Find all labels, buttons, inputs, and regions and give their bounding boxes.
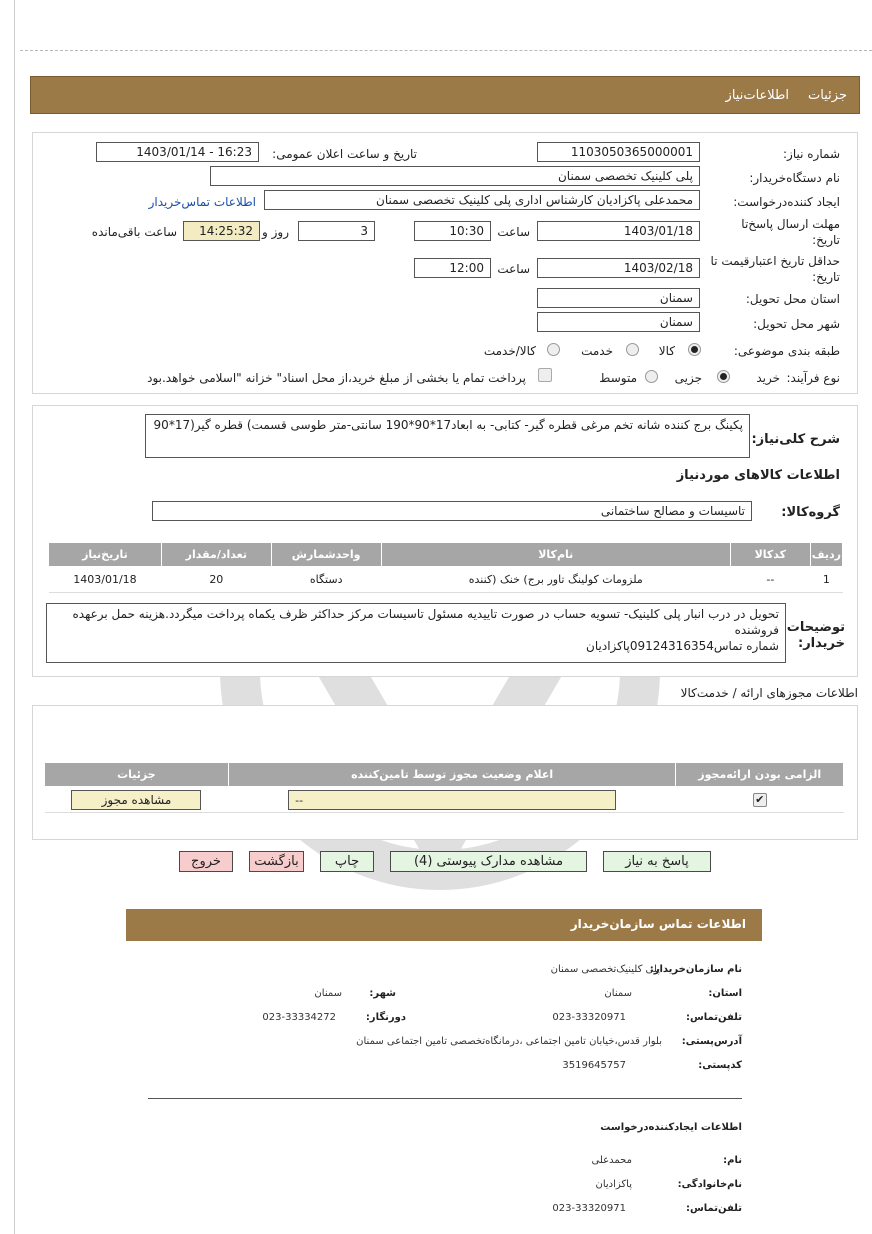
remaining-time-field: 14:25:32 xyxy=(183,221,260,241)
creator-phone-value: 023-33320971 xyxy=(552,1203,626,1214)
permits-table-header xyxy=(45,763,844,787)
buyer-contact-link[interactable]: اطلاعات تماس‌خریدار xyxy=(148,195,256,209)
price-validity-label: حداقل تاریخ اعتبار‌قیمت تا تاریخ: xyxy=(710,254,840,284)
attachments-button[interactable]: مشاهده مدارک پیوستی (4) xyxy=(390,851,587,872)
description-text: پکینگ برج کننده شانه تخم مرغی قطره گیر- کتابی- به ابعاد17*90*190 سانتی-متر طوسی قسمت) قطره گیر(17*90 xyxy=(145,414,750,458)
contact-city-label: شهر: xyxy=(369,988,396,999)
cell-row: 1 xyxy=(810,567,842,593)
contact-org-label: نام سازمان‌خریدار: xyxy=(649,964,742,975)
col-row: ردیف xyxy=(810,543,842,567)
creator-family-value: پاکزادیان xyxy=(595,1179,632,1190)
cell-required xyxy=(676,787,844,813)
price-date-field: 1403/02/18 xyxy=(537,258,700,278)
creator-family-label: نام‌خانوادگی: xyxy=(677,1179,742,1190)
cell-code: -- xyxy=(730,567,810,593)
goods-table-header xyxy=(49,543,843,567)
contact-header xyxy=(126,909,762,941)
cell-details xyxy=(45,787,229,813)
treasury-payment-checkbox[interactable] xyxy=(538,368,552,382)
need-number-field: 1103050365000001 xyxy=(537,142,700,162)
print-button[interactable]: چاپ xyxy=(320,851,374,872)
page-border-left xyxy=(14,0,15,1234)
category-label: طبقه بندی موضوعی: xyxy=(733,344,840,358)
contact-postal-label: کدپستی: xyxy=(698,1060,742,1071)
process-medium-radio[interactable] xyxy=(645,370,658,383)
goods-table xyxy=(48,542,843,593)
price-time-field: 12:00 xyxy=(414,258,491,278)
category-both-radio[interactable] xyxy=(547,343,560,356)
category-goods-label: کالا xyxy=(658,344,675,358)
buyer-notes-label: توضیحات خریدار: xyxy=(786,620,845,651)
contact-postal-value: 3519645757 xyxy=(562,1060,626,1071)
category-both-label: کالا/خدمت xyxy=(483,344,536,358)
permit-status-field: -- xyxy=(288,790,616,810)
col-unit: واحدشمارش xyxy=(271,543,381,567)
contact-fax-label: دورنگار: xyxy=(365,1012,406,1023)
col-details: جزئیات xyxy=(45,763,229,787)
col-code: کدکالا xyxy=(730,543,810,567)
back-button[interactable]: بازگشت xyxy=(249,851,304,872)
category-service-label: خدمت xyxy=(581,344,613,358)
details-header-bar xyxy=(30,76,860,114)
creator-info-title: اطلاعات ایجادکننده‌درخواست xyxy=(600,1122,742,1133)
cell-unit: دستگاه xyxy=(271,567,381,593)
contact-phone-value: 023-33320971 xyxy=(552,1012,626,1023)
process-minor-radio[interactable] xyxy=(717,370,730,383)
buyer-notes-box xyxy=(46,603,786,663)
buyer-org-field: پلی کلینیک تخصصی سمنان xyxy=(210,166,700,186)
contact-address-value: بلوار قدس،خیابان تامین اجتماعی ،درمانگاه‌تخصصی تامین اجتماعی سمنان xyxy=(356,1036,662,1047)
contact-fax-value: 023-33334272 xyxy=(262,1012,336,1023)
reply-date-field: 1403/01/18 xyxy=(537,221,700,241)
creator-name-label: نام: xyxy=(723,1155,742,1166)
creator-field: محمدعلی پاکزادیان کارشناس اداری پلی کلینیک تخصصی سمنان xyxy=(264,190,700,210)
category-goods-radio[interactable] xyxy=(688,343,701,356)
buyer-notes-line2: شماره تماس09124316354پاکزادیان xyxy=(586,639,779,653)
cell-qty: 20 xyxy=(161,567,271,593)
remaining-label: ساعت باقی‌مانده xyxy=(91,225,177,239)
process-medium-label: متوسط xyxy=(599,371,637,385)
buyer-org-label: نام دستگاه‌خریدار: xyxy=(749,171,840,185)
table-row xyxy=(45,787,844,813)
required-checkbox: ✔ xyxy=(753,793,767,807)
reply-deadline-label: مهلت ارسال پاسخ‌تا تاریخ: xyxy=(741,217,840,247)
reply-time-field: 10:30 xyxy=(414,221,491,241)
treasury-payment-note: پرداخت تمام یا بخشی از مبلغ خرید،از محل اسناد" خزانه "اسلامی خواهد.بود xyxy=(147,371,526,385)
contact-province-value: سمنان xyxy=(604,988,632,999)
contact-org-value: پلی کلینیک‌تخصصی سمنان xyxy=(550,964,660,975)
creator-label: ایجاد کننده‌درخواست: xyxy=(733,195,840,209)
city-field: سمنان xyxy=(537,312,700,332)
days-field: 3 xyxy=(298,221,375,241)
cell-status xyxy=(228,787,676,813)
permits-table xyxy=(44,762,844,813)
col-name: نام‌کالا xyxy=(381,543,730,567)
process-label: نوع فرآیند: xyxy=(786,371,840,385)
day-label: روز و xyxy=(262,225,289,239)
announce-date-field: 1403/01/14 - 16:23 xyxy=(96,142,259,162)
contact-divider xyxy=(148,1098,742,1099)
view-permit-button[interactable]: مشاهده مجوز xyxy=(71,790,201,810)
table-row xyxy=(49,567,843,593)
col-qty: تعداد/مقدار xyxy=(161,543,271,567)
announce-date-label: تاریخ و ساعت اعلان عمومی: xyxy=(272,147,417,161)
city-label: شهر محل تحویل: xyxy=(753,317,840,331)
col-date: تاریخ‌نیاز xyxy=(49,543,162,567)
contact-address-label: آدرس‌پستی: xyxy=(681,1036,742,1047)
cell-name: ملزومات کولینگ تاور برج) خنک (کننده xyxy=(381,567,730,593)
reply-time-label: ساعت xyxy=(497,225,530,239)
cell-date: 1403/01/18 xyxy=(49,567,162,593)
process-minor-label: جزیی xyxy=(674,371,702,385)
exit-button[interactable]: خروج xyxy=(179,851,233,872)
top-divider xyxy=(20,50,872,51)
reply-button[interactable]: پاسخ به نیاز xyxy=(603,851,711,872)
goods-info-title: اطلاعات کالاهای موردنیاز xyxy=(676,468,840,483)
tab-need-info[interactable]: اطلاعات‌نیاز xyxy=(725,88,789,103)
goods-group-field: تاسیسات و مصالح ساختمانی xyxy=(152,501,752,521)
col-required: الزامی بودن ارائه‌مجوز xyxy=(676,763,844,787)
description-label: شرح کلی‌نیاز: xyxy=(751,432,840,447)
goods-group-label: گروه‌کالا: xyxy=(781,505,840,520)
tab-details[interactable]: جزئیات xyxy=(808,88,847,103)
category-service-radio[interactable] xyxy=(626,343,639,356)
process-buy-label: خرید xyxy=(756,371,780,385)
permits-title: اطلاعات مجوزهای ارائه / خدمت‌کالا xyxy=(680,686,858,700)
creator-name-value: محمدعلی xyxy=(591,1155,632,1166)
contact-city-value: سمنان xyxy=(314,988,342,999)
col-status: اعلام وضعیت مجوز توسط تامین‌کننده xyxy=(228,763,676,787)
need-number-label: شماره نیاز: xyxy=(783,147,840,161)
contact-header-title: اطلاعات تماس سازمان‌خریدار xyxy=(570,917,746,931)
buyer-notes-line1: تحویل در درب انبار پلی کلینیک- تسویه حساب در صورت تاییدیه مسئول تاسیسات مرکز حداکثر ظرف یکماه پرداخت میگردد.هزینه حمل برعهده فروشنده xyxy=(72,607,779,637)
province-label: استان محل تحویل: xyxy=(745,292,840,306)
price-time-label: ساعت xyxy=(497,262,530,276)
contact-phone-label: تلفن‌تماس: xyxy=(685,1012,742,1023)
province-field: سمنان xyxy=(537,288,700,308)
contact-province-label: استان: xyxy=(708,988,742,999)
creator-phone-label: تلفن‌تماس: xyxy=(685,1203,742,1214)
